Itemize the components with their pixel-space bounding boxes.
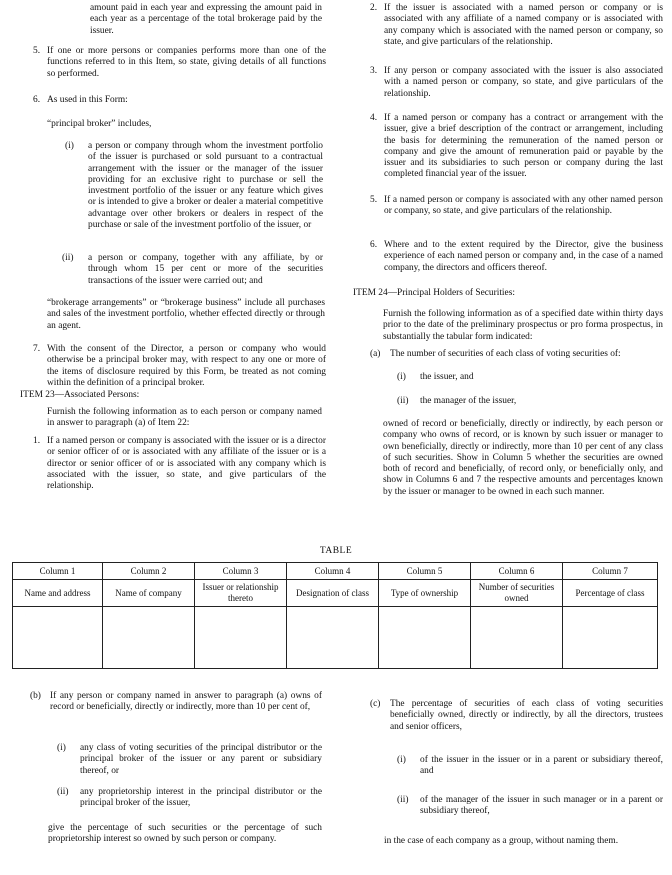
ownership-table	[12, 562, 658, 669]
clause-text: any proprietorship interest in the principal distributor or the principal broker of the issuer,	[80, 787, 322, 809]
paragraph-text: If any person or company named in answer to paragraph (a) owns of record or beneficially, directly or indirectly, more than 10 per cent of,	[50, 691, 322, 713]
column-number-cell: Column 1	[13, 563, 103, 580]
paragraph-number: 3.	[370, 66, 378, 76]
item24-paragraph-b	[30, 691, 322, 714]
paragraph-text: If a named person or company is associated with the issuer or is a director or senior officer of or is associated with any affiliate of the issuer or is a director or senior officer of or is associated with any company which is associated with the issuer, so state, and give particulars of the relationship.	[47, 436, 326, 492]
column-number-cell: Column 3	[195, 563, 287, 580]
empty-cell	[103, 607, 195, 669]
clause-text: a person or company, together with any affiliate, by or through whom 15 per cent or more of the securities transactions of the issuer were carried out; and	[88, 253, 323, 286]
column-number-cell: Column 2	[103, 563, 195, 580]
item23-paragraph-6	[370, 240, 663, 274]
item22-paragraph-7	[33, 344, 326, 389]
clause-number: (ii)	[397, 795, 409, 805]
paragraph-number: 4.	[370, 113, 378, 123]
item24-ownership-instructions: owned of record or beneficially, directly or indirectly, by each person or company who owns of record, or is known by such issuer or manager to own beneficially, directly or indirectly, more than 10 per cent of any class of such securities. Show in Column 5 whether the securities are owned both of record and beneficially, of record only, or beneficially only, and show in Columns 6 and 7 the respective amounts and percentages known by the issuer or manager to be owned in each such manner.	[383, 419, 663, 497]
item24-clause-c-ii	[397, 795, 663, 818]
clause-text: of the issuer in the issuer or in a parent or subsidiary thereof, and	[420, 755, 663, 777]
paragraph-number: 5.	[370, 195, 378, 205]
item23-intro: Furnish the following information as to each person or company named in answer to paragraph (a) of Item 22:	[47, 407, 322, 429]
clause-text: the issuer, and	[420, 372, 474, 382]
principal-broker-definition: “principal broker” includes,	[47, 119, 152, 129]
paragraph-text: If the issuer is associated with a named person or company or is associated with any affiliate of a named company or is associated with any company which is associated with the named person or company, so state, and give particulars of the relationship.	[384, 3, 663, 47]
item24-clause-c-i	[397, 755, 663, 778]
principal-broker-clause-i	[65, 141, 323, 231]
paragraph-text: The percentage of securities of each class of voting securities beneficially owned, directly or indirectly, by all the directors, trustees and senior officers,	[390, 699, 663, 732]
clause-text: of the manager of the issuer in such manager or in a parent or subsidiary thereof,	[420, 795, 663, 817]
column-header-cell: Issuer or relationship thereto	[195, 580, 287, 607]
item24-clause-a-ii	[397, 396, 657, 407]
clause-number: (i)	[65, 141, 74, 151]
paragraph-number: (b)	[30, 691, 41, 701]
item24-clause-a-i	[397, 372, 657, 383]
item23-paragraph-2	[370, 3, 663, 48]
column-header-cell: Number of securities owned	[471, 580, 563, 607]
column-number-cell: Column 7	[563, 563, 658, 580]
empty-cell	[13, 607, 103, 669]
table-title: TABLE	[319, 546, 353, 556]
item24-b-give-percentage: give the percentage of such securities or the percentage of such proprietorship interest so owned by such person or company.	[48, 823, 322, 845]
table-header-row	[13, 580, 658, 607]
item24-c-case: in the case of each company as a group, without naming them.	[384, 836, 619, 846]
clause-number: (ii)	[57, 787, 69, 797]
paragraph-text: As used in this Form:	[47, 95, 128, 105]
column-header-cell: Name of company	[103, 580, 195, 607]
column-header-cell: Type of ownership	[379, 580, 471, 607]
item23-heading: ITEM 23—Associated Persons:	[20, 390, 140, 400]
paragraph-number: 6.	[370, 240, 378, 250]
clause-text: any class of voting securities of the principal distributor or the principal broker of the issuer or any parent or subsidiary thereof, or	[80, 743, 322, 776]
column-number-cell: Column 6	[471, 563, 563, 580]
paragraph-text: Where and to the extent required by the Director, give the business experience of each named person or company and, in the case of a named company, the directors and officers thereof.	[384, 240, 663, 273]
paragraph-number: (c)	[370, 699, 381, 709]
item24-paragraph-c	[370, 699, 663, 733]
clause-number: (i)	[397, 755, 406, 765]
paragraph-text: If a named person or company is associated with any other named person or company, so state, and give particulars of the relationship.	[384, 195, 663, 217]
paragraph-text: The number of securities of each class of voting securities of:	[390, 349, 621, 359]
clause-number: (ii)	[62, 253, 74, 263]
paragraph-number: 5.	[33, 46, 41, 56]
clause-text: a person or company through whom the investment portfolio of the issuer is purchased or sold pursuant to a contractual arrangement with the issuer or the manager of the issuer providing for an exclusive right to purchase or sell the investment portfolio of the issuer or any feature which gives or is intended to give a broker or dealer a material competitive advantage over other brokers or dealers in respect of the purchase or sale of the investment portfolio of the issuer, or	[88, 141, 323, 230]
item22-paragraph-5	[33, 46, 326, 80]
item23-paragraph-1	[33, 436, 326, 492]
paragraph-text: If one or more persons or companies performs more than one of the functions referred to in this Item, so state, giving details of all functions so performed.	[47, 46, 326, 79]
column-header-cell: Designation of class	[287, 580, 379, 607]
table-empty-row	[13, 607, 658, 669]
empty-cell	[379, 607, 471, 669]
item24-heading: ITEM 24—Principal Holders of Securities:	[353, 288, 515, 298]
column-number-cell: Column 4	[287, 563, 379, 580]
item23-paragraph-4	[370, 113, 663, 181]
item23-paragraph-5	[370, 195, 663, 218]
clause-number: (i)	[397, 372, 406, 382]
principal-broker-clause-ii	[62, 253, 323, 287]
column-number-cell: Column 5	[379, 563, 471, 580]
paragraph-number: 6.	[33, 95, 41, 105]
empty-cell	[287, 607, 379, 669]
item22-paragraph-6	[33, 95, 326, 106]
item24-paragraph-a	[370, 349, 663, 360]
item24-intro: Furnish the following information as of a specified date within thirty days prior to the date of the preliminary prospectus or pro forma prospectus, in substantially the tabular form indicated:	[383, 309, 663, 342]
paragraph-text: If a named person or company has a contract or arrangement with the issuer, give a brief description of the contract or arrangement, including the basis for determining the remuneration of the named person or company and give the amount of remuneration paid or payable by the issuer and its subsidiaries to such person or company during the last completed financial year of the issuer.	[384, 113, 663, 180]
paragraph-number: (a)	[370, 349, 381, 359]
column-header-cell: Name and address	[13, 580, 103, 607]
empty-cell	[195, 607, 287, 669]
brokerage-arrangements-definition: “brokerage arrangements” or “brokerage business” include all purchases and sales of the investment portfolio, whether effected directly or through an agent.	[47, 298, 325, 331]
empty-cell	[471, 607, 563, 669]
item24-clause-b-ii	[57, 787, 322, 810]
paragraph-number: 7.	[33, 344, 41, 354]
clause-number: (ii)	[397, 396, 409, 406]
clause-text: the manager of the issuer,	[420, 396, 517, 406]
paragraph-number: 2.	[370, 3, 378, 13]
clause-number: (i)	[57, 743, 66, 753]
continued-paragraph: amount paid in each year and expressing the amount paid in each year as a percentage of the total brokerage paid by the issuer.	[90, 3, 322, 36]
paragraph-text: If any person or company associated with the issuer is also associated with a named person or company, so state, and give particulars of the relationship.	[384, 66, 663, 99]
item24-clause-b-i	[57, 743, 322, 777]
item23-paragraph-3	[370, 66, 663, 100]
column-header-cell: Percentage of class	[563, 580, 658, 607]
paragraph-text: With the consent of the Director, a person or company who would otherwise be a principal broker may, with respect to any one or more of the items of disclosure required by this Form, be treated as not coming within the definition of a principal broker.	[47, 344, 326, 388]
paragraph-number: 1.	[33, 436, 41, 446]
table-column-number-row	[13, 563, 658, 580]
empty-cell	[563, 607, 658, 669]
